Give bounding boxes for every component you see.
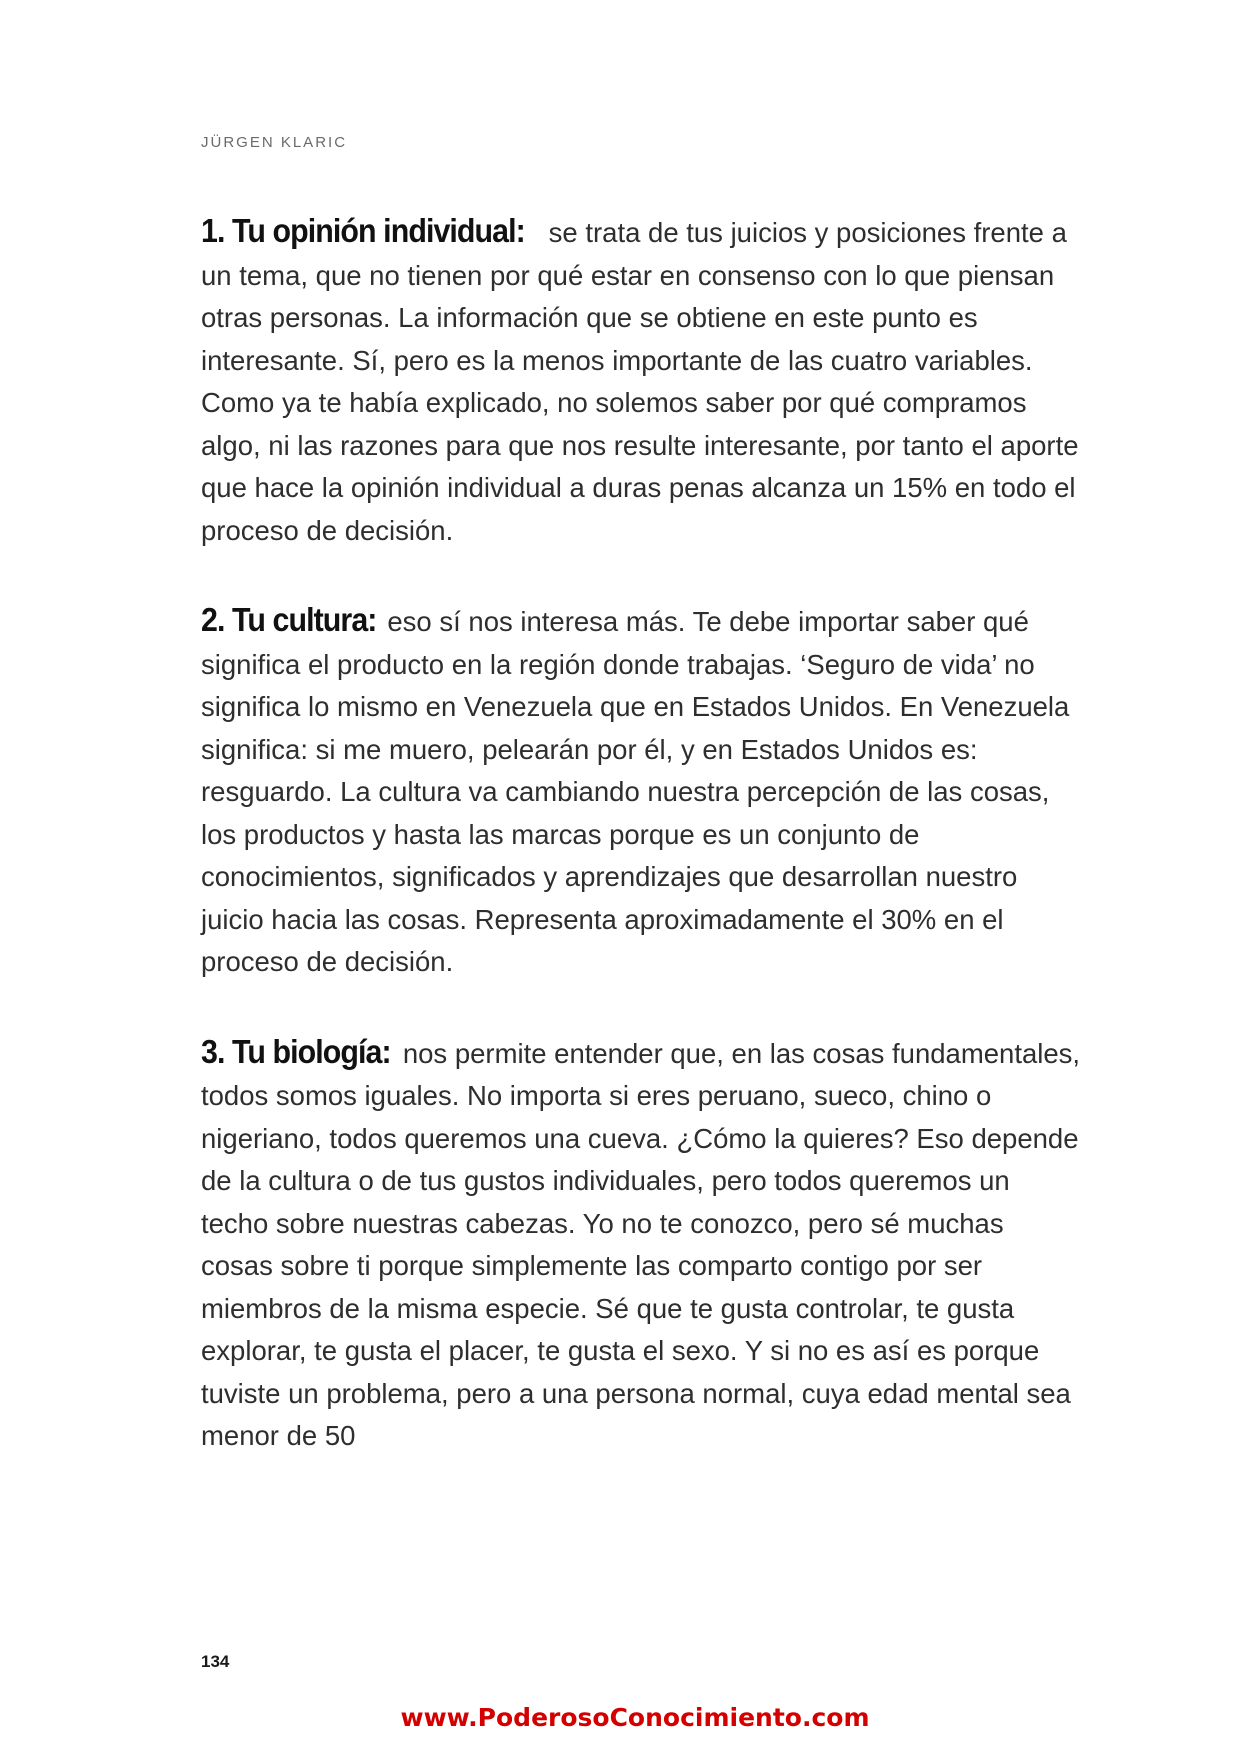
section-text: nos permite entender que, en las cosas fundamentales, todos somos iguales. No importa si eres peruano, sueco, chino o nigeriano, todos queremos una cueva. ¿Cómo la quieres? Eso depende de la cultura o de tus gustos individuales, pero todos queremos un techo sobre nuestras cabezas. Yo no te conozco, pero sé muchas cosas sobre ti porque simplemente las comparto contigo por ser miembros de la misma especie. Sé que te gusta controlar, te gusta explorar, te gusta el placer, te gusta el sexo. Y si no es así es porque tuviste un problema, pero a una persona normal, cuya edad mental sea menor de 50 xyxy=(201,1037,1081,1451)
section-heading: 3. Tu biología: xyxy=(201,1032,391,1070)
section-cultura xyxy=(201,599,1081,984)
section-opinion-individual xyxy=(201,210,1081,552)
watermark-url: www.PoderosoConocimiento.com xyxy=(400,1703,870,1732)
body-text xyxy=(201,210,1081,1505)
section-text: se trata de tus juicios y posiciones frente a un tema, que no tienen por qué estar en consenso con lo que piensan otras personas. La información que se obtiene en este punto es interesante. Sí, pero es la menos importante de las cuatro variables. Como ya te había explicado, no solemos saber por qué compramos algo, ni las razones para que nos resulte interesante, por tanto el aporte que hace la opinión individual a duras penas alcanza un 15% en todo el proceso de decisión. xyxy=(201,217,1079,546)
page-number: 134 xyxy=(201,1652,230,1671)
section-text: eso sí nos interesa más. Te debe importar saber qué significa el producto en la región donde trabajas. ‘Seguro de vida’ no significa lo mismo en Venezuela que en Estados Unidos. En Venezuela significa: si me muero, pelearán por él, y en Estados Unidos es: resguardo. La cultura va cambiando nuestra percepción de las cosas, los productos y hasta las marcas porque es un conjunto de conocimientos, significados y aprendizajes que desarrollan nuestro juicio hacia las cosas. Representa aproximadamente el 30% en el proceso de decisión. xyxy=(201,606,1070,977)
section-heading: 2. Tu cultura: xyxy=(201,601,377,638)
running-header-author: JÜRGEN KLARIC xyxy=(201,134,348,151)
section-biologia xyxy=(201,1031,1081,1458)
section-heading: 1. Tu opinión individual: xyxy=(201,212,525,249)
